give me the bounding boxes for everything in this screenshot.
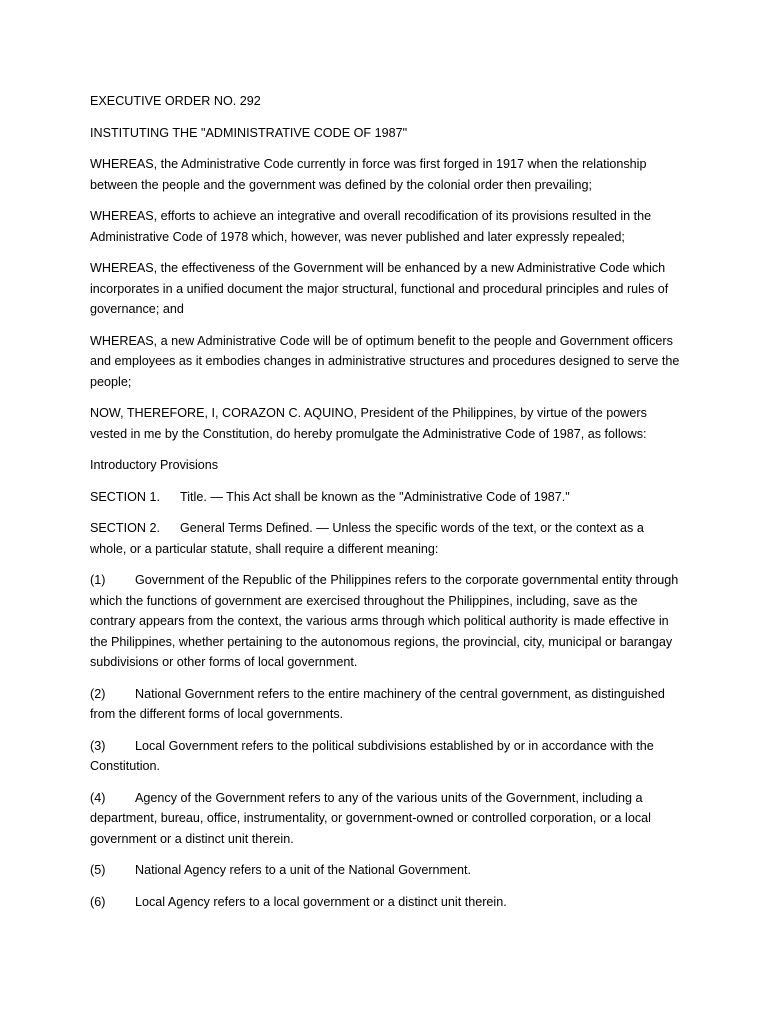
document-subtitle: INSTITUTING THE "ADMINISTRATIVE CODE OF 1987" [90,125,408,140]
whereas-clause: WHEREAS, the effectiveness of the Government will be enhanced by a new Administrative Code which incorporates in a unified document the major structural, functional and procedural principles and rules of governance; and [90,261,669,316]
definition-number: (3) [90,738,106,753]
definition-text: Local Agency refers to a local government or a distinct unit therein. [135,894,507,909]
definition-number: (6) [90,894,106,909]
definition-number: (5) [90,863,106,877]
section-paragraph [90,487,680,508]
document-body [90,91,680,923]
now-therefore-clause: NOW, THEREFORE, I, CORAZON C. AQUINO, President of the Philippines, by virtue of the powers vested in me by the Constitution, do hereby promulgate the Administrative Code of 1987, as follows: [90,406,647,441]
definition-item [90,570,680,673]
definition-item [90,860,680,881]
definition-text: Agency of the Government refers to any of the various units of the Government, including a department, bureau, office, instrumentality, or government-owned or controlled corporation, or a local government or a distinct unit therein. [90,790,651,846]
section-text: General Terms Defined. — Unless the specific words of the text, or the context as a whole, or a particular statute, shall require a different meaning: [90,521,644,556]
definition-item [90,788,680,850]
definition-text: National Government refers to the entire machinery of the central government, as distinguished from the different forms of local governments. [90,686,665,721]
section-paragraph [90,518,680,559]
section-text: Title. — This Act shall be known as the "Administrative Code of 1987." [180,489,570,504]
definition-item [90,892,680,913]
definition-number: (1) [90,573,106,587]
section-number: SECTION 1. [90,489,160,504]
whereas-clause: WHEREAS, efforts to achieve an integrative and overall recodification of its provisions resulted in the Administrative Code of 1978 which, however, was never published and later expressly repealed; [90,209,652,244]
section-number: SECTION 2. [90,521,160,535]
document-title: EXECUTIVE ORDER NO. 292 [90,94,261,108]
whereas-clause: WHEREAS, a new Administrative Code will be of optimum benefit to the people and Government officers and employees as it embodies changes in administrative structures and procedures designed to serve the people; [90,333,680,389]
whereas-clause: WHEREAS, the Administrative Code currently in force was first forged in 1917 when the relationship between the people and the government was defined by the colonial order then prevailing; [90,157,647,192]
definition-text: Local Government refers to the political subdivisions established by or in accordance with the Constitution. [90,738,654,773]
definition-item [90,736,680,777]
definition-text: Government of the Republic of the Philippines refers to the corporate governmental entity through which the functions of government are exercised throughout the Philippines, including, save as the contrary appears from the context, the various arms through which political authority is made effective in the Philippines, whether pertaining to the autonomous regions, the provincial, city, municipal or barangay subdivisions or other forms of local government. [90,573,679,669]
definition-number: (4) [90,790,106,805]
definition-item [90,684,680,725]
intro-heading: Introductory Provisions [90,458,219,472]
definition-number: (2) [90,686,106,701]
definition-text: National Agency refers to a unit of the National Government. [135,863,472,877]
